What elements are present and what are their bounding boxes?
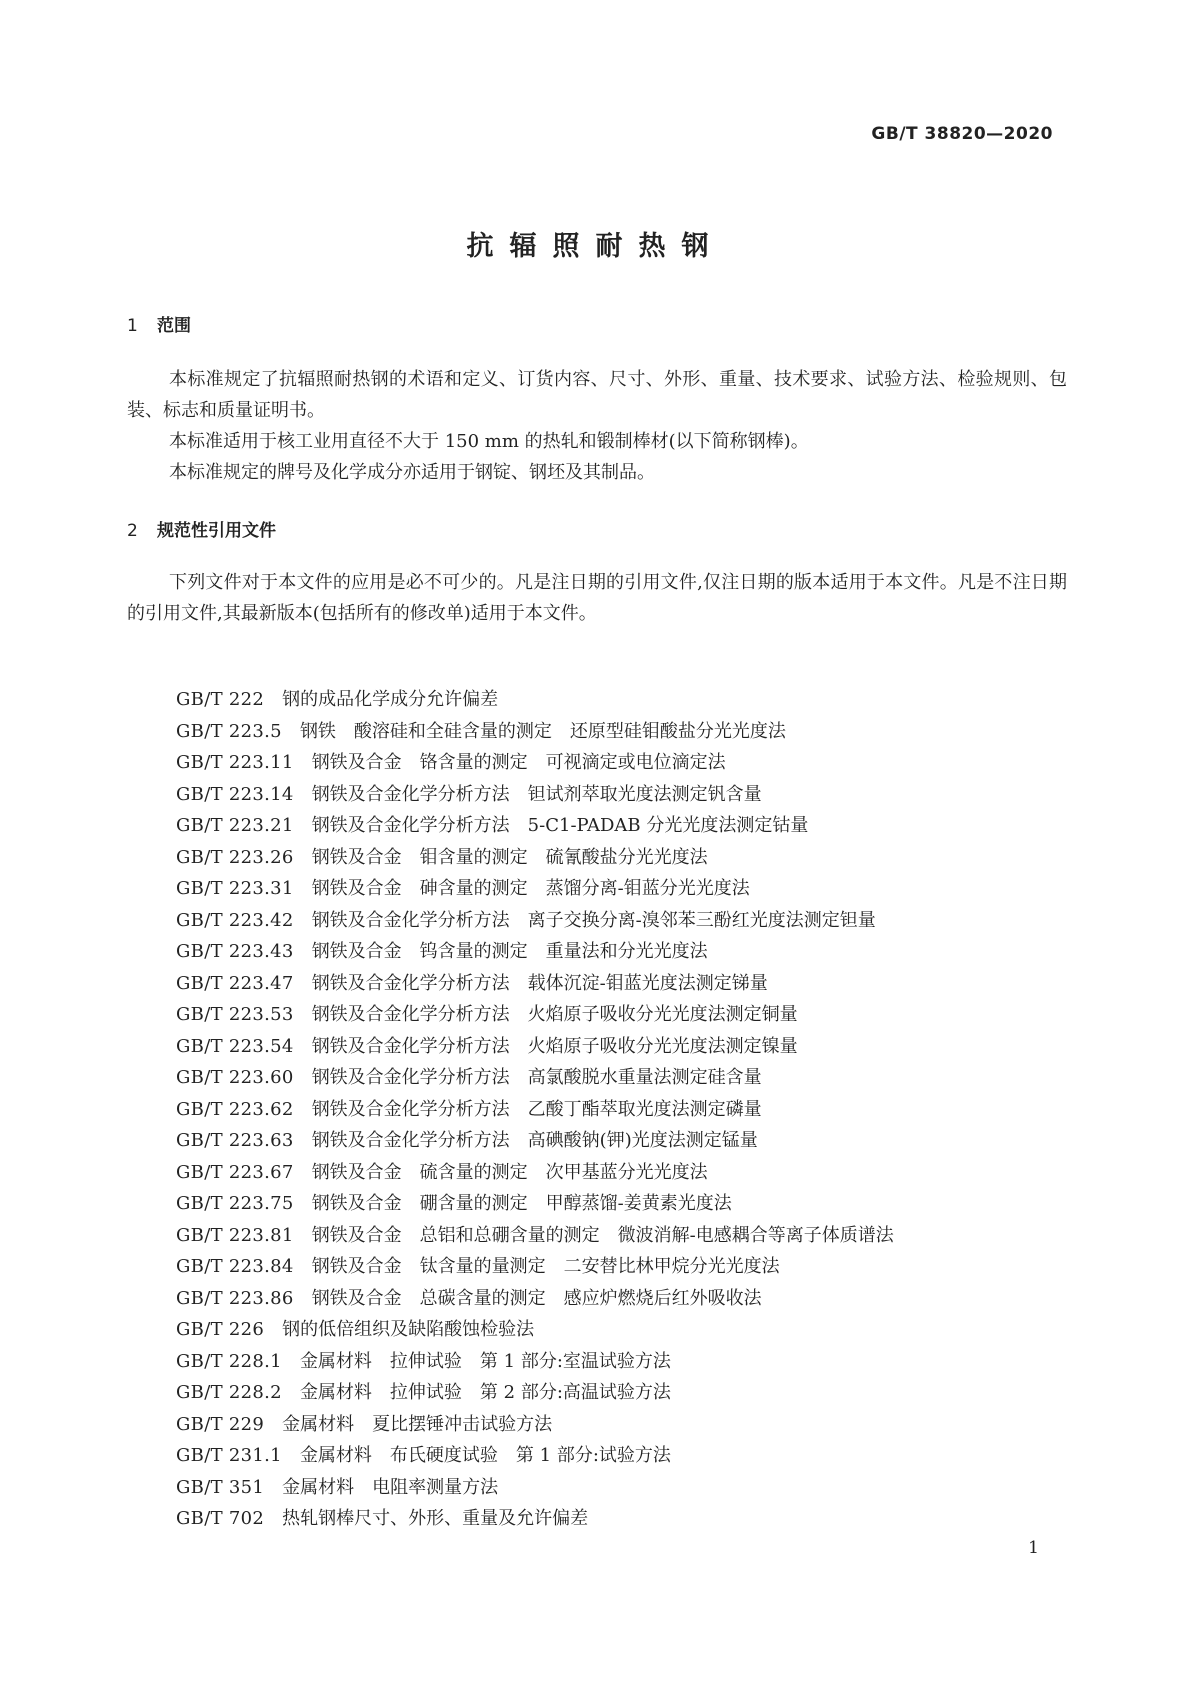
reference-item — [176, 1157, 894, 1189]
section-1-title: 范围 — [157, 316, 191, 336]
reference-item — [176, 1251, 894, 1283]
reference-title: 金属材料 布氏硬度试验 第 1 部分:试验方法 — [299, 1445, 671, 1466]
reference-code: GB/T 223.26 — [176, 846, 294, 868]
reference-item — [176, 1503, 894, 1535]
reference-title: 钢铁及合金化学分析方法 火焰原子吸收分光光度法测定镍量 — [311, 1035, 798, 1057]
reference-code: GB/T 223.84 — [176, 1256, 294, 1277]
reference-item — [176, 1094, 894, 1126]
reference-code: GB/T 222 — [176, 689, 265, 710]
reference-code: GB/T 226 — [176, 1319, 265, 1340]
reference-code: GB/T 228.2 — [176, 1382, 282, 1403]
section-2-intro-text: 下列文件对于本文件的应用是必不可少的。凡是注日期的引用文件,仅注日期的版本适用于本文件。凡是不注日期的引用文件,其最新版本(包括所有的修改单)适用于本文件。 — [127, 572, 1067, 624]
reference-code: GB/T 223.14 — [176, 783, 294, 805]
standard-number: GB/T 38820—2020 — [871, 124, 1053, 144]
reference-title: 钢铁及合金 钛含量的量测定 二安替比林甲烷分光光度法 — [311, 1256, 780, 1277]
reference-item — [176, 716, 894, 748]
section-1-heading — [127, 311, 191, 336]
section-1-body — [127, 364, 1067, 488]
reference-title: 热轧钢棒尺寸、外形、重量及允许偏差 — [282, 1508, 589, 1529]
reference-code: GB/T 223.75 — [176, 1193, 294, 1214]
reference-title: 钢铁及合金 铬含量的测定 可视滴定或电位滴定法 — [311, 752, 726, 773]
reference-item — [176, 999, 894, 1031]
reference-item — [176, 1125, 894, 1157]
reference-item — [176, 747, 894, 779]
reference-code: GB/T 229 — [176, 1413, 265, 1435]
reference-code: GB/T 231.1 — [176, 1445, 282, 1466]
reference-title: 钢铁及合金化学分析方法 5-C1-PADAB 分光光度法测定钴量 — [311, 815, 809, 836]
reference-title: 钢铁及合金化学分析方法 高碘酸钠(钾)光度法测定锰量 — [311, 1130, 758, 1151]
section-1-number: 1 — [127, 316, 138, 336]
section-2-heading — [127, 516, 276, 541]
reference-item — [176, 1472, 894, 1504]
reference-title: 钢铁及合金化学分析方法 钽试剂萃取光度法测定钒含量 — [311, 783, 762, 805]
reference-code: GB/T 223.5 — [176, 720, 282, 742]
reference-item — [176, 1062, 894, 1094]
reference-item — [176, 873, 894, 905]
reference-item — [176, 1440, 894, 1472]
reference-title: 金属材料 夏比摆锤冲击试验方法 — [282, 1413, 553, 1435]
reference-title: 金属材料 电阻率测量方法 — [282, 1476, 499, 1498]
reference-item — [176, 1409, 894, 1441]
page-number: 1 — [1028, 1538, 1039, 1558]
reference-code: GB/T 223.47 — [176, 972, 294, 994]
reference-title: 钢铁及合金 硫含量的测定 次甲基蓝分光光度法 — [311, 1161, 708, 1183]
reference-title: 金属材料 拉伸试验 第 2 部分:高温试验方法 — [299, 1382, 671, 1403]
reference-item — [176, 905, 894, 937]
reference-title: 钢铁及合金 钨含量的测定 重量法和分光光度法 — [311, 941, 708, 962]
section-1-paragraph: 本标准规定的牌号及化学成分亦适用于钢锭、钢坯及其制品。 — [169, 462, 655, 483]
reference-title: 钢铁及合金 总铝和总硼含量的测定 微波消解-电感耦合等离子体质谱法 — [311, 1224, 894, 1246]
reference-title: 钢铁及合金 硼含量的测定 甲醇蒸馏-姜黄素光度法 — [311, 1193, 732, 1214]
reference-title: 钢的成品化学成分允许偏差 — [282, 689, 499, 710]
reference-title: 钢铁 酸溶硅和全硅含量的测定 还原型硅钼酸盐分光光度法 — [299, 720, 786, 742]
reference-code: GB/T 223.63 — [176, 1130, 294, 1151]
reference-code: GB/T 223.53 — [176, 1004, 294, 1025]
reference-code: GB/T 223.21 — [176, 815, 294, 836]
reference-code: GB/T 223.62 — [176, 1098, 294, 1120]
section-1-paragraph: 本标准适用于核工业用直径不大于 150 mm 的热轧和锻制棒材(以下简称钢棒)。 — [169, 431, 809, 452]
reference-item — [176, 936, 894, 968]
reference-title: 钢的低倍组织及缺陷酸蚀检验法 — [282, 1319, 535, 1340]
reference-item — [176, 1031, 894, 1063]
reference-item — [176, 684, 894, 716]
reference-code: GB/T 223.86 — [176, 1287, 294, 1309]
reference-item — [176, 842, 894, 874]
reference-title: 钢铁及合金化学分析方法 高氯酸脱水重量法测定硅含量 — [311, 1067, 762, 1088]
reference-title: 钢铁及合金化学分析方法 乙酸丁酯萃取光度法测定磷量 — [311, 1098, 762, 1120]
reference-code: GB/T 223.11 — [176, 752, 294, 773]
reference-code: GB/T 228.1 — [176, 1350, 282, 1372]
reference-item — [176, 968, 894, 1000]
reference-title: 钢铁及合金 砷含量的测定 蒸馏分离-钼蓝分光光度法 — [311, 878, 750, 899]
reference-code: GB/T 223.43 — [176, 941, 294, 962]
reference-code: GB/T 223.54 — [176, 1035, 294, 1057]
reference-title: 钢铁及合金化学分析方法 离子交换分离-溴邻苯三酚红光度法测定钽量 — [311, 909, 876, 931]
reference-title: 钢铁及合金化学分析方法 载体沉淀-钼蓝光度法测定锑量 — [311, 972, 768, 994]
reference-title: 钢铁及合金化学分析方法 火焰原子吸收分光光度法测定铜量 — [311, 1004, 798, 1025]
reference-code: GB/T 702 — [176, 1508, 265, 1529]
section-2-title: 规范性引用文件 — [157, 521, 276, 541]
reference-item — [176, 1314, 894, 1346]
reference-item — [176, 1188, 894, 1220]
reference-list — [176, 684, 894, 1535]
reference-item — [176, 810, 894, 842]
reference-item — [176, 779, 894, 811]
reference-code: GB/T 223.31 — [176, 878, 294, 899]
reference-title: 金属材料 拉伸试验 第 1 部分:室温试验方法 — [299, 1350, 671, 1372]
section-1-paragraph: 本标准规定了抗辐照耐热钢的术语和定义、订货内容、尺寸、外形、重量、技术要求、试验方法、检验规则、包装、标志和质量证明书。 — [127, 369, 1067, 421]
reference-title: 钢铁及合金 钼含量的测定 硫氰酸盐分光光度法 — [311, 846, 708, 868]
reference-code: GB/T 223.60 — [176, 1067, 294, 1088]
reference-title: 钢铁及合金 总碳含量的测定 感应炉燃烧后红外吸收法 — [311, 1287, 762, 1309]
reference-code: GB/T 351 — [176, 1476, 265, 1498]
section-2-number: 2 — [127, 521, 138, 541]
reference-item — [176, 1377, 894, 1409]
reference-code: GB/T 223.42 — [176, 909, 294, 931]
reference-item — [176, 1283, 894, 1315]
document-title: 抗辐照耐热钢 — [466, 231, 725, 262]
reference-item — [176, 1220, 894, 1252]
section-2-intro — [127, 567, 1067, 629]
reference-code: GB/T 223.67 — [176, 1161, 294, 1183]
reference-item — [176, 1346, 894, 1378]
reference-code: GB/T 223.81 — [176, 1224, 294, 1246]
